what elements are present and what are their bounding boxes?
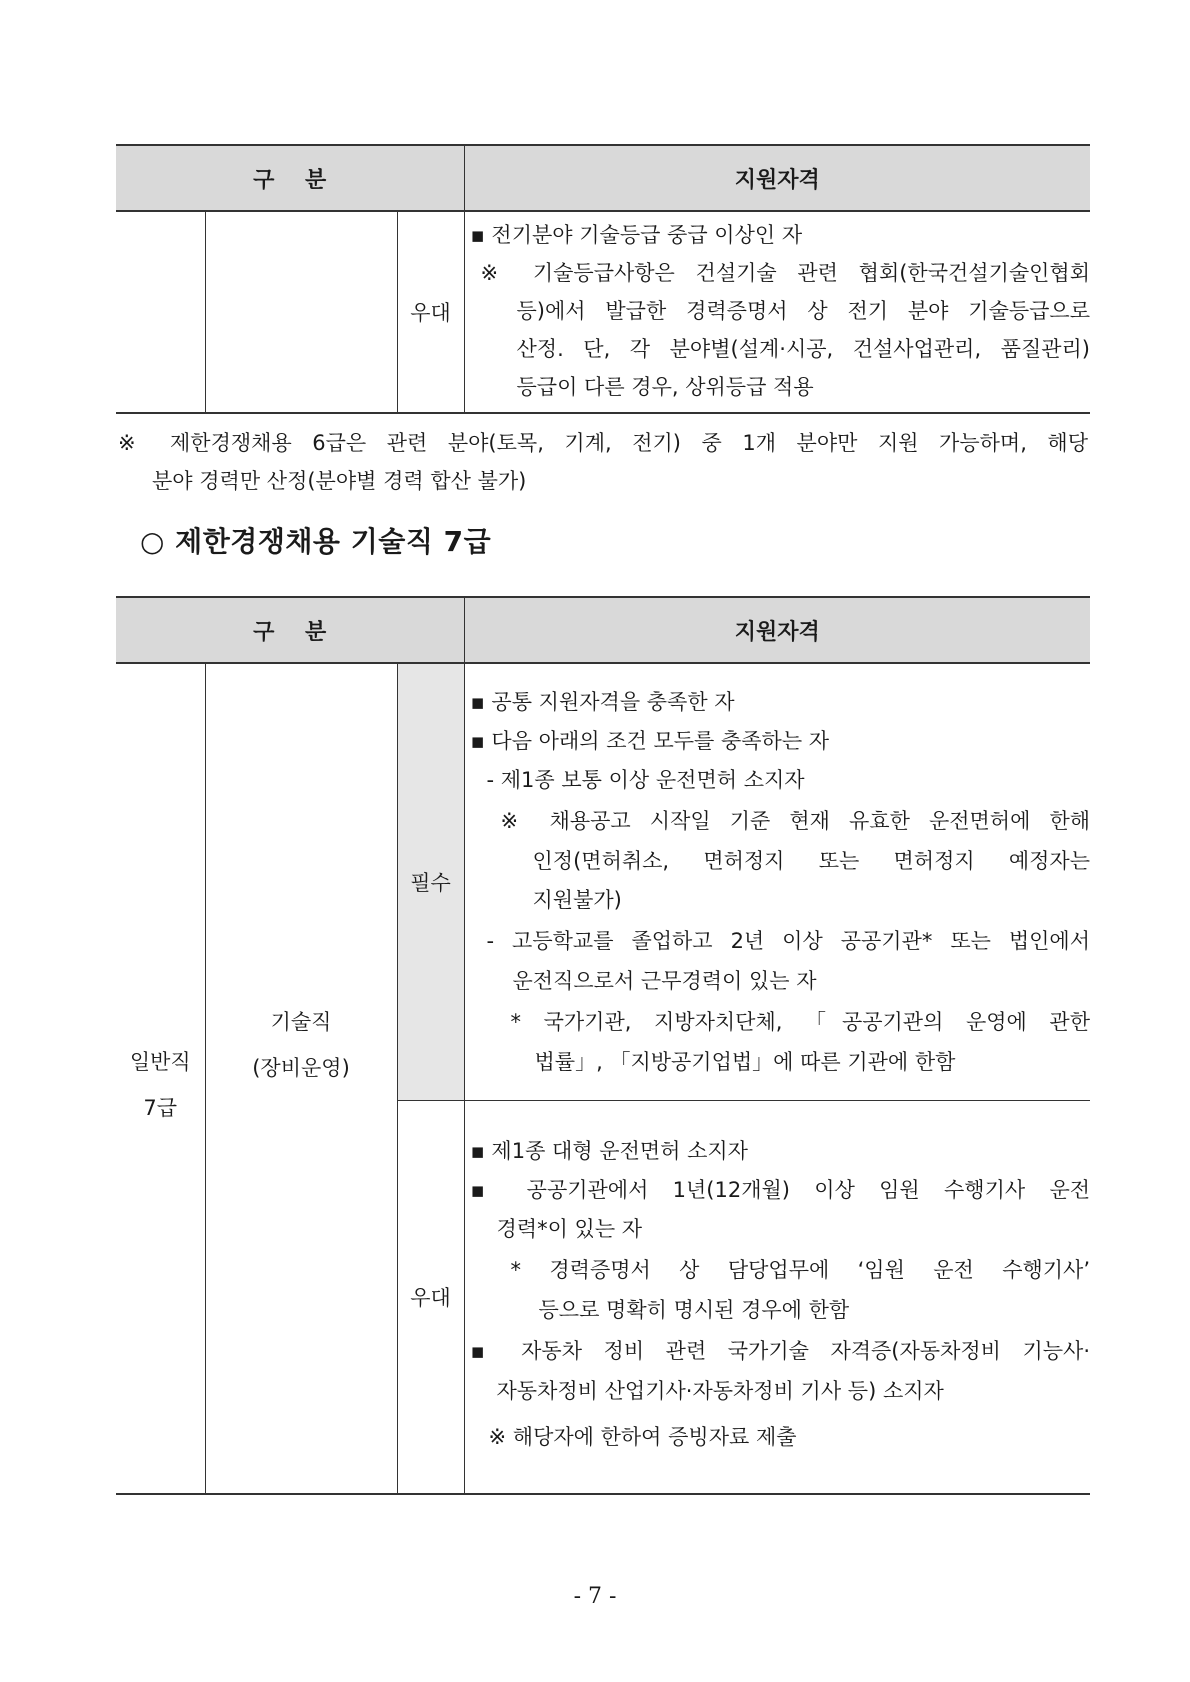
row-label-required: 필수 bbox=[397, 663, 464, 1101]
page-number: - 7 - bbox=[573, 1584, 617, 1609]
list-item: ▪ 다음 아래의 조건 모두를 충족하는 자 bbox=[470, 728, 830, 753]
list-item: ▪ 제1종 대형 운전면허 소지자 bbox=[470, 1138, 748, 1163]
list-item: ※ 해당자에 한하여 증빙자료 제출 bbox=[488, 1424, 797, 1449]
row-label-preferred: 우대 bbox=[397, 211, 464, 413]
note-line: 분야 경력만 산정(분야별 경력 합산 불가) bbox=[152, 469, 527, 493]
list-item: * 경력증명서 상 담당업무에 ‘임원 운전 수행기사’ bbox=[510, 1257, 1091, 1282]
required-qualifications bbox=[464, 663, 1090, 1101]
table-row bbox=[116, 211, 1090, 413]
row-label-preferred: 우대 bbox=[397, 1101, 464, 1495]
qualification-table-grade6 bbox=[116, 144, 1090, 414]
table-row-required bbox=[116, 663, 1090, 1101]
grade6-note bbox=[118, 424, 1088, 500]
list-item: 자동차정비 산업기사·자동차정비 기사 등) 소지자 bbox=[496, 1378, 944, 1403]
list-item: - 고등학교를 졸업하고 2년 이상 공공기관* 또는 법인에서 bbox=[486, 928, 1091, 953]
qualification-table-grade7 bbox=[116, 596, 1090, 1495]
section-heading: ○ 제한경쟁채용 기술직 7급 bbox=[140, 525, 492, 558]
header-qualification: 지원자격 bbox=[464, 597, 1090, 663]
list-item: * 국가기관, 지방자치단체, 「공공기관의 운영에 관한 bbox=[510, 1009, 1091, 1034]
table-header bbox=[116, 597, 1090, 663]
list-item: 등으로 명확히 명시된 경우에 한함 bbox=[538, 1297, 850, 1322]
header-category: 구 분 bbox=[116, 145, 464, 211]
preferred-qualifications bbox=[464, 211, 1090, 413]
grade-level: 7급 bbox=[143, 1095, 178, 1120]
empty-cell bbox=[205, 211, 397, 413]
grade-cell bbox=[116, 663, 205, 1494]
job-title: 기술직 bbox=[270, 1009, 332, 1034]
list-item: 법률」, 「지방공기업법」에 따른 기관에 한함 bbox=[534, 1049, 956, 1074]
list-item: 경력*이 있는 자 bbox=[496, 1216, 643, 1241]
empty-cell bbox=[116, 211, 205, 413]
job-cell bbox=[205, 663, 397, 1494]
table-header bbox=[116, 145, 1090, 211]
list-item: ▪ 공공기관에서 1년(12개월) 이상 임원 수행기사 운전 bbox=[470, 1177, 1091, 1202]
list-item: 지원불가) bbox=[532, 887, 622, 912]
list-item: ※ 채용공고 시작일 기준 현재 유효한 운전면허에 한해 bbox=[500, 808, 1091, 833]
job-subtitle: (장비운영) bbox=[252, 1055, 350, 1080]
list-item: ▪ 전기분야 기술등급 중급 이상인 자 bbox=[470, 223, 803, 247]
note-line: ※ 제한경쟁채용 6급은 관련 분야(토목, 기계, 전기) 중 1개 분야만 지원 가능하며, 해당 bbox=[118, 431, 1088, 455]
preferred-qualifications bbox=[464, 1101, 1090, 1495]
list-item: 인정(면허취소, 면허정지 또는 면허정지 예정자는 bbox=[532, 848, 1091, 873]
list-item: - 제1종 보통 이상 운전면허 소지자 bbox=[486, 767, 805, 792]
list-item: ▪ 자동차 정비 관련 국가기술 자격증(자동차정비 기능사· bbox=[470, 1338, 1091, 1363]
list-item: 등)에서 발급한 경력증명서 상 전기 분야 기술등급으로 bbox=[516, 299, 1091, 323]
list-item: ▪ 공통 지원자격을 충족한 자 bbox=[470, 689, 735, 714]
header-category: 구 분 bbox=[116, 597, 464, 663]
list-item: 운전직으로서 근무경력이 있는 자 bbox=[512, 968, 817, 993]
list-item: ※ 기술등급사항은 건설기술 관련 협회(한국건설기술인협회 bbox=[480, 261, 1091, 285]
header-qualification: 지원자격 bbox=[464, 145, 1090, 211]
list-item: 등급이 다른 경우, 상위등급 적용 bbox=[516, 375, 814, 399]
list-item: 산정. 단, 각 분야별(설계·시공, 건설사업관리, 품질관리) bbox=[516, 337, 1091, 361]
grade-label: 일반직 bbox=[129, 1049, 191, 1074]
